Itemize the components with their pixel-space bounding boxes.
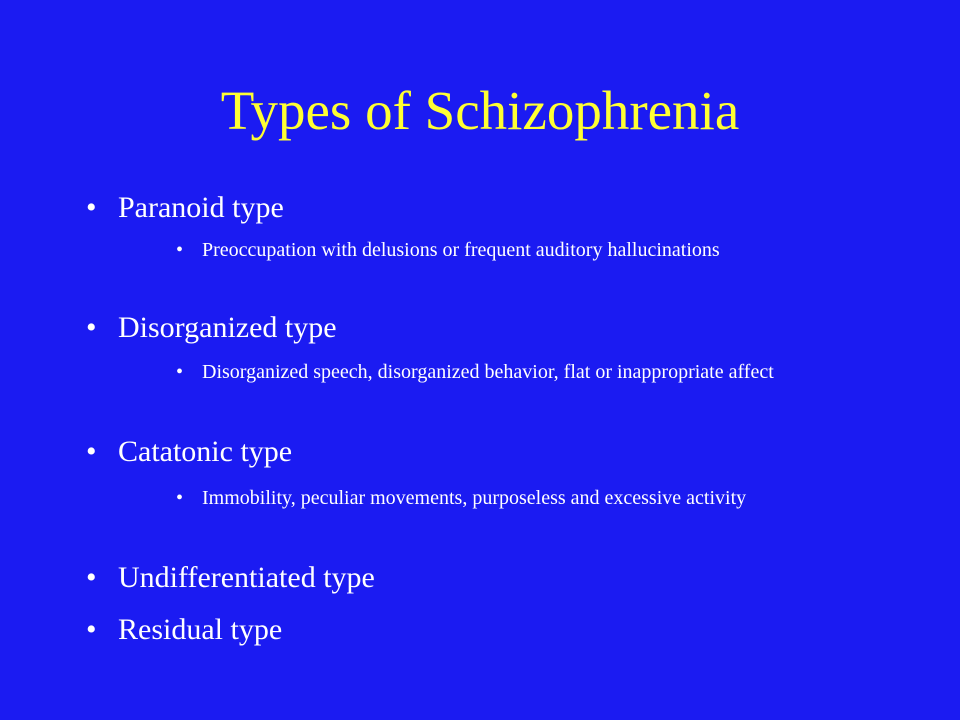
bullet-icon: • bbox=[86, 561, 97, 594]
bullet-icon: • bbox=[86, 435, 97, 468]
list-item-label: Disorganized type bbox=[118, 311, 337, 344]
list-item-label: Paranoid type bbox=[118, 191, 284, 224]
slide-title: Types of Schizophrenia bbox=[220, 80, 740, 141]
list-item-label: Residual type bbox=[118, 613, 283, 646]
bullet-icon: • bbox=[86, 191, 97, 224]
list-item-label: Catatonic type bbox=[118, 435, 293, 468]
sub-item-text: Preoccupation with delusions or frequent auditory hallucinations bbox=[202, 239, 720, 261]
sub-item-text: Disorganized speech, disorganized behavior, flat or inappropriate affect bbox=[202, 361, 774, 383]
bullet-icon: • bbox=[86, 311, 97, 344]
list-item-label: Undifferentiated type bbox=[118, 561, 375, 594]
sub-bullet-icon: • bbox=[176, 487, 184, 509]
bullet-icon: • bbox=[86, 613, 97, 646]
sub-bullet-icon: • bbox=[176, 361, 184, 383]
sub-item-text: Immobility, peculiar movements, purposeless and excessive activity bbox=[202, 487, 747, 509]
sub-bullet-icon: • bbox=[176, 239, 184, 261]
